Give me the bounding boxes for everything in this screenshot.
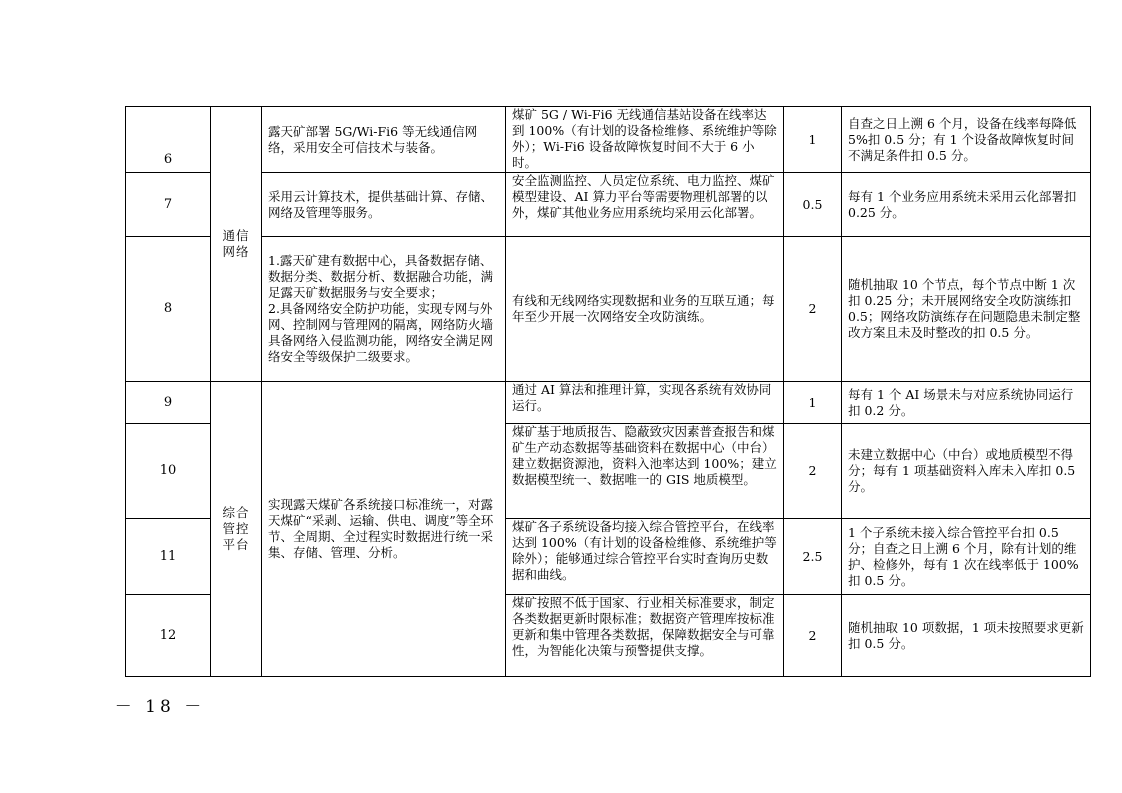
requirement-cell — [262, 382, 506, 677]
rule-text: 自查之日上溯 6 个月，设备在线率每降低 5%扣 0.5 分；有 1 个设备故障恢复时间不满足条件扣 0.5 分。 — [848, 115, 1077, 163]
category-label: 通信网络 — [222, 228, 250, 259]
score-cell: 1 — [784, 382, 842, 424]
score-cell: 1 — [784, 107, 842, 173]
row-number: 9 — [126, 382, 211, 424]
standard-cell — [506, 424, 784, 519]
standard-text: 煤矿按照不低于国家、行业相关标准要求，制定各类数据更新时限标准；数据资产管理库按标准更新和集中管理各类数据，保障数据安全与可靠性，为智能化决策与预警提供支撑。 — [512, 595, 775, 658]
standard-cell — [506, 237, 784, 382]
rule-cell — [842, 173, 1091, 237]
standard-text: 通过 AI 算法和推理计算，实现各系统有效协同运行。 — [512, 382, 772, 413]
rule-cell — [842, 595, 1091, 677]
rule-text: 随机抽取 10 项数据，1 项未按照要求更新扣 0.5 分。 — [848, 619, 1084, 651]
rule-text: 随机抽取 10 个节点，每个节点中断 1 次扣 0.25 分；未开展网络安全攻防演练扣 0.5；网络攻防演练存在问题隐患未制定整改方案且未及时整改的扣 0.5 分。 — [848, 277, 1081, 340]
score-cell: 2 — [784, 424, 842, 519]
standard-cell — [506, 519, 784, 595]
standard-cell — [506, 107, 784, 173]
row-number: 10 — [126, 424, 211, 519]
requirement-text: 采用云计算技术，提供基础计算、存储、网络及管理等服务。 — [268, 188, 494, 220]
standard-cell — [506, 173, 784, 237]
rule-cell — [842, 382, 1091, 424]
score-cell: 2.5 — [784, 519, 842, 595]
standard-text: 煤矿各子系统设备均接入综合管控平台，在线率达到 100%（有计划的设备检维修、系统维护等除外）；能够通过综合管控平台实时查询历史数据和曲线。 — [512, 519, 777, 582]
requirement-text: 实现露天煤矿各系统接口标准统一，对露天煤矿“采剥、运输、供电、调度”等全环节、全周期、全过程实时数据进行统一采集、存储、管理、分析。 — [268, 497, 494, 560]
evaluation-table — [125, 106, 1091, 677]
rule-text: 每有 1 个 AI 场景未与对应系统协同运行扣 0.2 分。 — [848, 386, 1074, 418]
standard-cell — [506, 382, 784, 424]
score-cell: 2 — [784, 595, 842, 677]
row-number: 6 — [126, 107, 211, 173]
row-number: 8 — [126, 237, 211, 382]
row-number: 7 — [126, 173, 211, 237]
requirement-item: 1.露天矿建有数据中心，具备数据存储、数据分类、数据分析、数据融合功能，满足露天矿数据服务与安全要求； — [268, 253, 494, 300]
standard-cell — [506, 595, 784, 677]
rule-cell — [842, 519, 1091, 595]
requirement-item: 2.具备网络安全防护功能，实现专网与外网、控制网与管理网的隔离，网络防火墙具备网络入侵监测功能，网络安全满足网络安全等级保护二级要求。 — [268, 301, 494, 364]
table-row — [126, 237, 1091, 382]
score-cell: 0.5 — [784, 173, 842, 237]
table-row — [126, 382, 1091, 424]
requirement-cell — [262, 107, 506, 173]
rule-cell — [842, 237, 1091, 382]
category-cell — [211, 107, 262, 382]
standard-text: 有线和无线网络实现数据和业务的互联互通；每年至少开展一次网络安全攻防演练。 — [512, 293, 775, 324]
standard-text: 安全监测监控、人员定位系统、电力监控、煤矿模型建设、AI 算力平台等需要物理机部署的以外，煤矿其他业务应用系统均采用云化部署。 — [512, 173, 775, 220]
table-row — [126, 107, 1091, 173]
table-row — [126, 173, 1091, 237]
standard-text: 煤矿基于地质报告、隐蔽致灾因素普查报告和煤矿生产动态数据等基础资料在数据中心（中台）建立数据资源池，资料入池率达到 100%；建立数据模型统一、数据唯一的 GIS 地质模型。 — [512, 424, 777, 487]
standard-text: 煤矿 5G / Wi-Fi6 无线通信基站设备在线率达到 100%（有计划的设备检维修、系统维护等除外）；Wi-Fi6 设备故障恢复时间不大于 6 小时。 — [512, 107, 777, 170]
requirement-text: 露天矿部署 5G/Wi-Fi6 等无线通信网络，采用安全可信技术与装备。 — [268, 123, 478, 155]
category-label: 综合管控平台 — [222, 505, 250, 552]
row-number: 12 — [126, 595, 211, 677]
rule-cell — [842, 424, 1091, 519]
score-cell: 2 — [784, 237, 842, 382]
row-number: 11 — [126, 519, 211, 595]
requirement-cell — [262, 173, 506, 237]
rule-text: 未建立数据中心（中台）或地质模型不得分；每有 1 项基础资料入库未入库扣 0.5 分。 — [848, 447, 1076, 494]
page-number: － 18 － — [114, 697, 206, 717]
rule-text: 1 个子系统未接入综合管控平台扣 0.5 分；自查之日上溯 6 个月，除有计划的维护、检修外，每有 1 次在线率低于 100%扣 0.5 分。 — [848, 524, 1079, 588]
rule-cell — [842, 107, 1091, 173]
requirement-cell — [262, 237, 506, 382]
category-cell — [211, 382, 262, 677]
rule-text: 每有 1 个业务应用系统未采用云化部署扣 0.25 分。 — [848, 188, 1077, 220]
